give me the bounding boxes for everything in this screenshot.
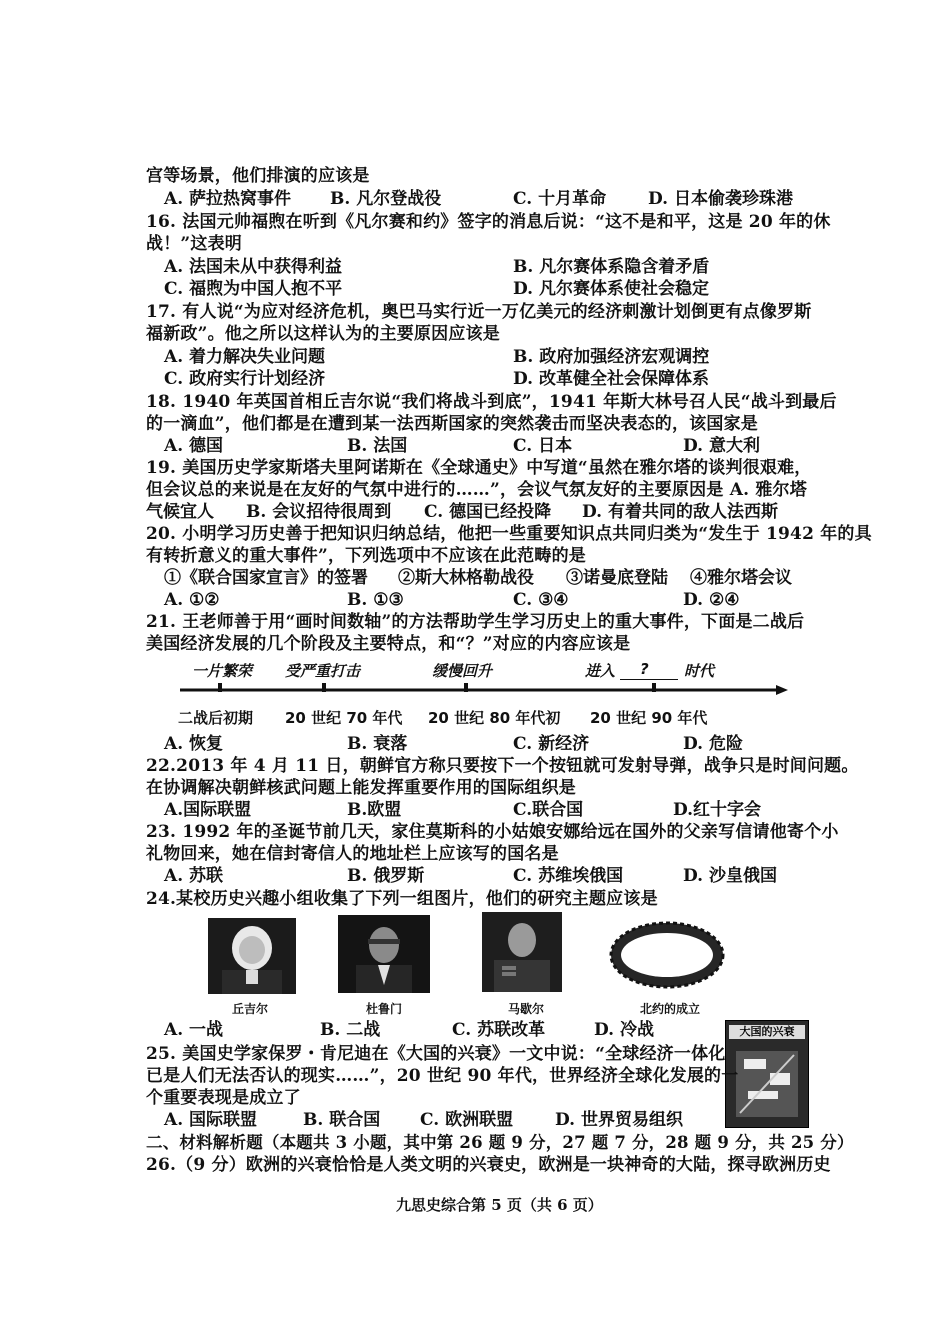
- q19-option-b: B. 会议招待很周到: [246, 502, 392, 522]
- q21-option-b: B. 衰落: [347, 734, 408, 754]
- q20-option-d: D. ②④: [683, 590, 740, 610]
- q20-stem-line2: 有转折意义的重大事件”，下列选项中不应该在此范畴的是: [146, 546, 586, 566]
- q21-option-c: C. 新经济: [513, 734, 590, 754]
- caption-marshall: 马歇尔: [508, 1002, 545, 1016]
- q17-option-a: A. 着力解决失业问题: [164, 347, 326, 367]
- q25-option-d: D. 世界贸易组织: [555, 1110, 683, 1130]
- truman-photo: [338, 915, 430, 993]
- timeline-date-1980s: 20 世纪 80 年代初: [428, 709, 561, 727]
- q25-option-a: A. 国际联盟: [164, 1110, 258, 1130]
- q16-option-d: D. 凡尔赛体系使社会稳定: [513, 279, 709, 299]
- q16-stem-line1: 16. 法国元帅福煦在听到《凡尔赛和约》签字的消息后说：“这不是和平，这是 20 年的休: [146, 212, 831, 232]
- q19-stem-line2: 但会议总的来说是在友好的气氛中进行的……”，会议气氛友好的主要原因是 A. 雅尔塔: [146, 480, 807, 500]
- q23-stem-line1: 23. 1992 年的圣诞节前几天，家住莫斯科的小姑娘安娜给远在国外的父亲写信请他寄个小: [146, 822, 839, 842]
- q22-stem-line1: 22.2013 年 4 月 11 日，朝鲜官方称只要按下一个按钮就可发射导弹，战争只是时间问题。: [146, 756, 859, 776]
- timeline-label-hit: 受严重打击: [285, 662, 361, 680]
- q20-option-a: A. ①②: [164, 590, 220, 610]
- q25-option-b: B. 联合国: [303, 1110, 381, 1130]
- caption-nato: 北约的成立: [640, 1002, 701, 1016]
- q22-option-c: C.联合国: [513, 800, 584, 820]
- q19-option-d: D. 有着共同的敌人法西斯: [582, 502, 778, 522]
- q20-event-3: ③诺曼底登陆: [566, 568, 668, 588]
- q26-stem-line1: 26.（9 分）欧洲的兴衰恰恰是人类文明的兴衰史，欧洲是一块神奇的大陆，探寻欧洲历史: [146, 1155, 831, 1175]
- timeline-label-era: 时代: [684, 662, 715, 680]
- q17-option-d: D. 改革健全社会保障体系: [513, 369, 709, 389]
- q23-option-a: A. 苏联: [164, 866, 224, 886]
- q15-option-c: C. 十月革命: [513, 189, 607, 209]
- q20-stem-line1: 20. 小明学习历史善于把知识归纳总结，他把一些重要知识点共同归类为“发生于 1942 年的具: [146, 524, 872, 544]
- q16-option-c: C. 福煦为中国人抱不平: [164, 279, 343, 299]
- marshall-photo: [482, 912, 562, 992]
- q22-stem-line2: 在协调解决朝鲜核武问题上能发挥重要作用的国际组织是: [146, 778, 576, 798]
- q23-option-d: D. 沙皇俄国: [683, 866, 777, 886]
- timeline-date-1990s: 20 世纪 90 年代: [590, 709, 708, 727]
- book-cover-title: 大国的兴衰: [729, 1025, 805, 1039]
- q19-option-c: C. 德国已经投降: [424, 502, 552, 522]
- q25-stem-line2: 已是人们无法否认的现实……”，20 世纪 90 年代，世界经济全球化发展的一: [146, 1066, 739, 1086]
- q20-option-c: C. ③④: [513, 590, 569, 610]
- caption-truman: 杜鲁门: [366, 1002, 403, 1016]
- q21-option-a: A. 恢复: [164, 734, 224, 754]
- q17-option-c: C. 政府实行计划经济: [164, 369, 326, 389]
- timeline-label-prosperity: 一片繁荣: [192, 662, 253, 680]
- nato-founding-image: [608, 915, 726, 993]
- section-2-heading: 二、材料解析题（本题共 3 小题，其中第 26 题 9 分，27 题 7 分，28 题 9 分，共 25 分）: [146, 1133, 854, 1152]
- q20-option-b: B. ①③: [347, 590, 404, 610]
- q20-event-1: ①《联合国家宣言》的签署: [164, 568, 368, 588]
- q22-option-a: A.国际联盟: [164, 800, 252, 820]
- q18-option-d: D. 意大利: [683, 436, 760, 456]
- timeline-axis: [180, 680, 790, 700]
- q21-stem-line1: 21. 王老师善于用“画时间数轴”的方法帮助学生学习历史上的重大事件，下面是二战后: [146, 612, 805, 632]
- q22-option-d: D.红十字会: [673, 800, 762, 820]
- timeline-label-enter: 进入: [585, 662, 616, 680]
- q25-stem-line3: 个重要表现是成立了: [146, 1088, 301, 1108]
- q24-option-d: D. 冷战: [594, 1020, 654, 1040]
- timeline-date-postwar: 二战后初期: [178, 709, 254, 727]
- q15-option-b: B. 凡尔登战役: [330, 189, 442, 209]
- q19-option-a-tail: 气候宜人: [146, 502, 214, 522]
- q16-option-a: A. 法国未从中获得利益: [164, 257, 343, 277]
- q17-stem-line1: 17. 有人说“为应对经济危机，奥巴马实行近一万亿美元的经济刺激计划倒更有点像罗斯: [146, 302, 812, 322]
- q22-option-b: B.欧盟: [347, 800, 402, 820]
- q21-option-d: D. 危险: [683, 734, 743, 754]
- q20-event-2: ②斯大林格勒战役: [398, 568, 534, 588]
- q15-option-d: D. 日本偷袭珍珠港: [648, 189, 793, 209]
- q20-event-4: ④雅尔塔会议: [690, 568, 792, 588]
- q18-option-c: C. 日本: [513, 436, 573, 456]
- q24-option-b: B. 二战: [320, 1020, 381, 1040]
- q24-stem: 24.某校历史兴趣小组收集了下列一组图片，他们的研究主题应该是: [146, 889, 658, 909]
- q18-option-b: B. 法国: [347, 436, 408, 456]
- timeline-date-1970s: 20 世纪 70 年代: [285, 709, 403, 727]
- q18-stem-line2: 的一滴血”，他们都是在遭到某一法西斯国家的突然袭击而坚决表态的，该国家是: [146, 414, 758, 434]
- q17-option-b: B. 政府加强经济宏观调控: [513, 347, 710, 367]
- q16-option-b: B. 凡尔赛体系隐含着矛盾: [513, 257, 710, 277]
- q25-stem-line1: 25. 美国史学家保罗・肯尼迪在《大国的兴衰》一文中说：“全球经济一体化: [146, 1044, 726, 1064]
- q18-option-a: A. 德国: [164, 436, 224, 456]
- q25-option-c: C. 欧洲联盟: [420, 1110, 514, 1130]
- q24-option-c: C. 苏联改革: [452, 1020, 546, 1040]
- q19-stem-line1: 19. 美国历史学家斯塔夫里阿诺斯在《全球通史》中写道“虽然在雅尔塔的谈判很艰难，: [146, 458, 812, 478]
- q23-option-b: B. 俄罗斯: [347, 866, 425, 886]
- timeline-label-question: ?: [640, 660, 649, 678]
- timeline-label-recovery: 缓慢回升: [432, 662, 493, 680]
- q18-stem-line1: 18. 1940 年英国首相丘吉尔说“我们将战斗到底”，1941 年斯大林号召人民“战斗到最后: [146, 392, 837, 412]
- churchill-photo: [208, 918, 296, 994]
- caption-churchill: 丘吉尔: [232, 1002, 269, 1016]
- q24-option-a: A. 一战: [164, 1020, 224, 1040]
- q17-stem-line2: 福新政”。他之所以这样认为的主要原因应该是: [146, 324, 500, 344]
- q15-option-a: A. 萨拉热窝事件: [164, 189, 292, 209]
- q23-stem-line2: 礼物回来，她在信封寄信人的地址栏上应该写的国名是: [146, 844, 559, 864]
- q23-option-c: C. 苏维埃俄国: [513, 866, 624, 886]
- q15-stem-tail: 宫等场景，他们排演的应该是: [146, 166, 370, 186]
- q16-stem-line2: 战！”这表明: [146, 234, 242, 254]
- q21-stem-line2: 美国经济发展的几个阶段及主要特点，和“？”对应的内容应该是: [146, 634, 631, 654]
- page-footer: 九思史综合第 5 页（共 6 页）: [396, 1196, 603, 1214]
